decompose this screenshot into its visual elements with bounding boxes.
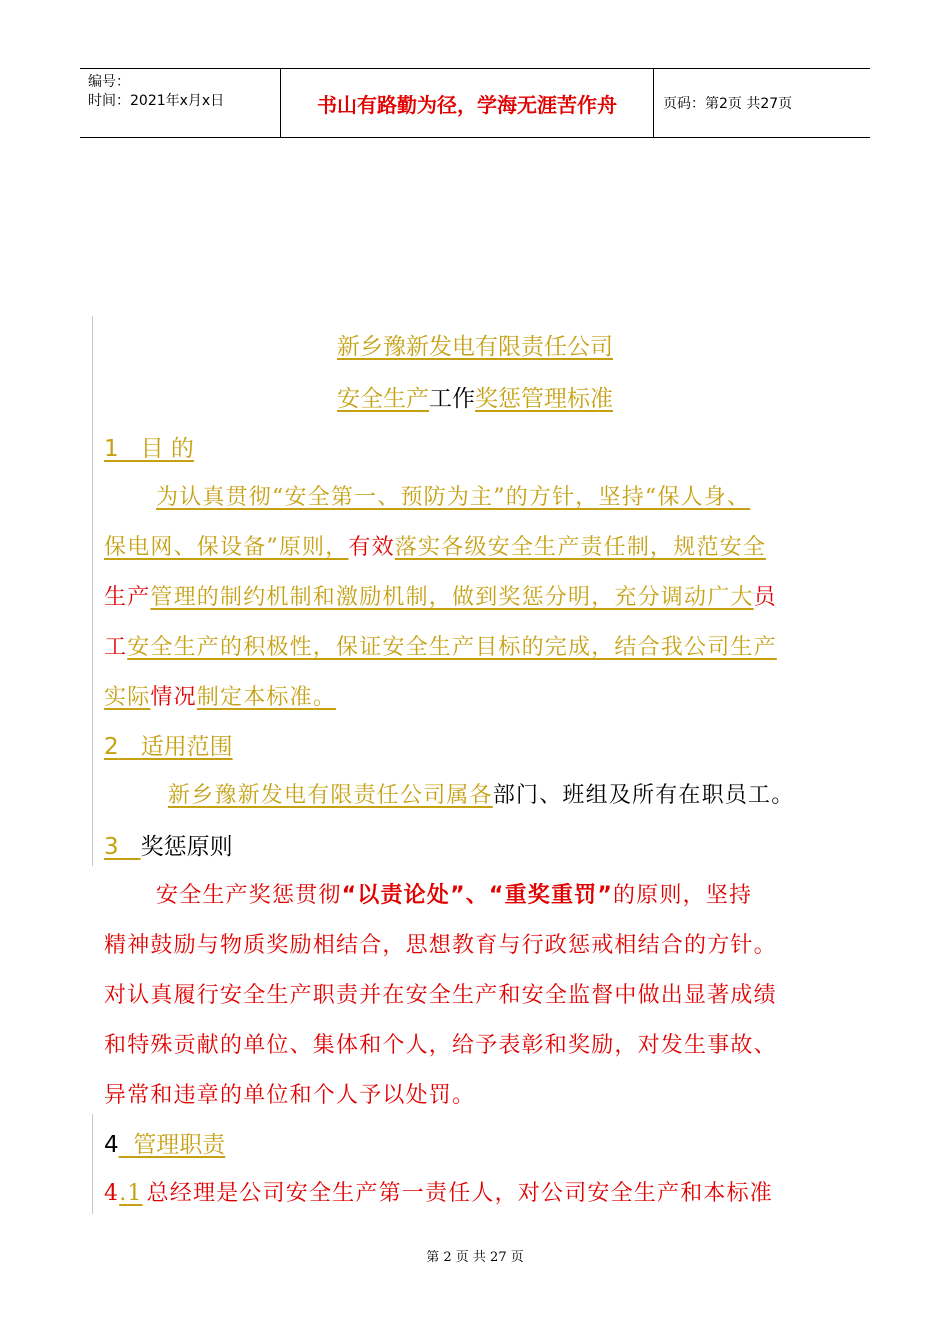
margin-line-bottom <box>92 1114 93 1214</box>
section-3-line-1: 安全生产奖惩贯彻“以责论处”、“重奖重罚”的原则，坚持 <box>156 883 753 908</box>
section-1-line-2: 保电网、保设备”原则，有效落实各级安全生产责任制，规范安全 <box>104 535 767 560</box>
section-1-line-1: 为认真贯彻“安全第一、预防为主”的方针，坚持“保人身、 <box>156 485 751 510</box>
section-3-line-5: 异常和违章的单位和个人予以处罚。 <box>104 1083 476 1108</box>
company-title: 新乡豫新发电有限责任公司 <box>337 334 613 360</box>
section-2-line-1: 新乡豫新发电有限责任公司属各部门、班组及所有在职员工。 <box>168 783 795 808</box>
time-label: 时间：2021年x月x日 <box>88 93 225 109</box>
section-1-line-4: 工安全生产的积极性，保证安全生产目标的完成，结合我公司生产 <box>104 635 777 660</box>
section-4-heading: 4 管理职责 <box>104 1132 226 1158</box>
section-2-heading: 2 适用范围 <box>104 734 233 760</box>
number-label: 编号： <box>88 74 130 90</box>
header-page-cell <box>654 69 870 137</box>
section-3-line-4: 和特殊贡献的单位、集体和个人，给予表彰和奖励，对发生事故、 <box>104 1033 777 1058</box>
section-3-heading: 3 奖惩原则 <box>104 834 233 860</box>
motto-text: 书山有路勤为径，学海无涯苦作舟 <box>317 92 617 117</box>
section-4-1-line: 4.1 总经理是公司安全生产第一责任人，对公司安全生产和本标准 <box>104 1181 774 1206</box>
document-header <box>80 68 870 138</box>
section-3-line-2: 精神鼓励与物质奖励相结合，思想教育与行政惩戒相结合的方针。 <box>104 933 777 958</box>
header-motto-cell <box>281 69 654 137</box>
section-3-line-3: 对认真履行安全生产职责并在安全生产和安全监督中做出显著成绩 <box>104 983 777 1008</box>
section-1-heading: 1 目 的 <box>104 436 194 462</box>
page-info: 页码：第2页 共27页 <box>663 96 793 112</box>
header-meta-cell <box>80 69 281 137</box>
section-1-line-3: 生产管理的制约机制和激励机制，做到奖惩分明，充分调动广大员 <box>104 585 777 610</box>
section-1-line-5: 实际情况制定本标准。 <box>104 685 337 710</box>
document-title: 安全生产工作奖惩管理标准 <box>337 386 613 412</box>
page-footer: 第 2 页 共 27 页 <box>426 1250 524 1265</box>
